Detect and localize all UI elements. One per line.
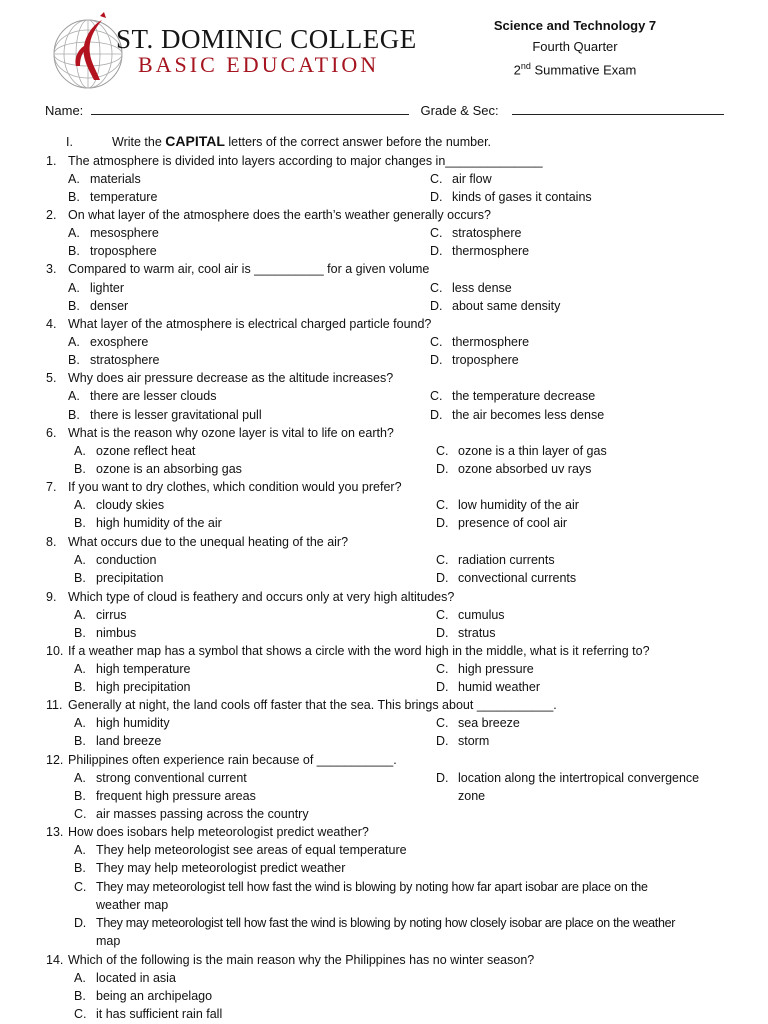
option-5a: A. there are lesser clouds (68, 389, 217, 403)
option-6d: D. ozone absorbed uv rays (436, 462, 592, 476)
option-8d: D. convectional currents (436, 571, 577, 585)
instruction: I. Write the CAPITAL letters of the correct answer before the number. (66, 133, 492, 149)
question-11: 11. Generally at night, the land cools off faster that the sea. This brings about ___________. (46, 698, 557, 712)
option-6a: A. ozone reflect heat (74, 444, 196, 458)
question-14: 14. Which of the following is the main reason why the Philippines has no winter season? (46, 953, 535, 967)
option-8a: A. conduction (74, 553, 157, 567)
option-5d: D. the air becomes less dense (430, 408, 605, 422)
option-11b: B. land breeze (74, 734, 162, 748)
option-13a: A. They help meteorologist see areas of equal temperature (74, 843, 407, 857)
option-13b: B. They may help meteorologist predict weather (74, 861, 346, 875)
grade-sec-blank[interactable] (512, 102, 724, 115)
option-11a: A. high humidity (74, 716, 170, 730)
option-3c: C. less dense (430, 281, 512, 295)
option-12d: D. location along the intertropical convergence (436, 771, 700, 785)
option-10c: C. high pressure (436, 662, 534, 676)
option-12b: B. frequent high pressure areas (74, 789, 256, 803)
option-5c: C. the temperature decrease (430, 389, 596, 403)
option-12c: C. air masses passing across the country (74, 807, 309, 821)
option-12d-cont: zone (458, 789, 486, 803)
option-4d: D. troposphere (430, 353, 519, 367)
exam-quarter: Fourth Quarter (532, 39, 618, 54)
option-6c: C. ozone is a thin layer of gas (436, 444, 607, 458)
option-3d: D. about same density (430, 299, 561, 313)
grade-sec-label: Grade & Sec: (420, 103, 499, 118)
question-1: 1. The atmosphere is divided into layers according to major changes in______________ (46, 154, 543, 168)
option-3b: B. denser (68, 299, 129, 313)
option-11d: D. storm (436, 734, 490, 748)
option-1a: A. materials (68, 172, 141, 186)
option-7b: B. high humidity of the air (74, 516, 222, 530)
option-3a: A. lighter (68, 281, 125, 295)
option-2d: D. thermosphere (430, 244, 530, 258)
question-4: 4. What layer of the atmosphere is electrical charged particle found? (46, 317, 432, 331)
question-10: 10. If a weather map has a symbol that shows a circle with the word high in the middle, what is it referring to? (46, 644, 650, 658)
school-name: ST. DOMINIC COLLEGE (116, 24, 417, 54)
option-9d: D. stratus (436, 626, 496, 640)
option-14b: B. being an archipelago (74, 989, 213, 1003)
option-9c: C. cumulus (436, 608, 505, 622)
option-4b: B. stratosphere (68, 353, 160, 367)
option-4a: A. exosphere (68, 335, 149, 349)
option-2c: C. stratosphere (430, 226, 522, 240)
name-grade-row (45, 102, 724, 118)
option-13d-cont: map (96, 934, 121, 948)
option-7d: D. presence of cool air (436, 516, 568, 530)
option-9b: B. nimbus (74, 626, 137, 640)
option-13c-cont: weather map (96, 898, 169, 912)
option-10d: D. humid weather (436, 680, 540, 694)
option-1d: D. kinds of gases it contains (430, 190, 592, 204)
option-6b: B. ozone is an absorbing gas (74, 462, 242, 476)
exam-subject: Science and Technology 7 (493, 18, 657, 33)
option-13c: C. They may meteorologist tell how fast the wind is blowing by noting how far apart isobar are place on the (74, 880, 648, 894)
option-8c: C. radiation currents (436, 553, 555, 567)
option-14c: C. it has sufficient rain fall (74, 1007, 223, 1021)
option-5b: B. there is lesser gravitational pull (68, 408, 262, 422)
school-division: BASIC EDUCATION (138, 52, 380, 77)
question-3: 3. Compared to warm air, cool air is __________ for a given volume (46, 262, 430, 276)
option-2b: B. troposphere (68, 244, 157, 258)
option-9a: A. cirrus (74, 608, 127, 622)
name-blank[interactable] (91, 102, 409, 115)
option-7c: C. low humidity of the air (436, 498, 579, 512)
question-2: 2. On what layer of the atmosphere does the earth’s weather generally occurs? (46, 208, 491, 222)
question-7: 7. If you want to dry clothes, which condition would you prefer? (46, 480, 402, 494)
option-1b: B. temperature (68, 190, 158, 204)
question-5: 5. Why does air pressure decrease as the altitude increases? (46, 371, 394, 385)
question-9: 9. Which type of cloud is feathery and occurs only at very high altitudes? (46, 590, 455, 604)
option-11c: C. sea breeze (436, 716, 520, 730)
option-4c: C. thermosphere (430, 335, 530, 349)
option-7a: A. cloudy skies (74, 498, 165, 512)
question-8: 8. What occurs due to the unequal heating of the air? (46, 535, 349, 549)
exam-title: 2nd Summative Exam (513, 61, 637, 78)
option-14a: A. located in asia (74, 971, 176, 985)
question-12: 12. Philippines often experience rain because of ___________. (46, 753, 397, 767)
option-12a: A. strong conventional current (74, 771, 247, 785)
option-2a: A. mesosphere (68, 226, 159, 240)
name-label: Name: (45, 103, 84, 118)
question-13: 13. How does isobars help meteorologist predict weather? (46, 825, 369, 839)
option-10b: B. high precipitation (74, 680, 191, 694)
question-6: 6. What is the reason why ozone layer is vital to life on earth? (46, 426, 394, 440)
option-13d: D. They may meteorologist tell how fast the wind is blowing by noting how closely isobar are place on the weather (74, 916, 676, 930)
option-1c: C. air flow (430, 172, 492, 186)
option-10a: A. high temperature (74, 662, 191, 676)
option-8b: B. precipitation (74, 571, 164, 585)
